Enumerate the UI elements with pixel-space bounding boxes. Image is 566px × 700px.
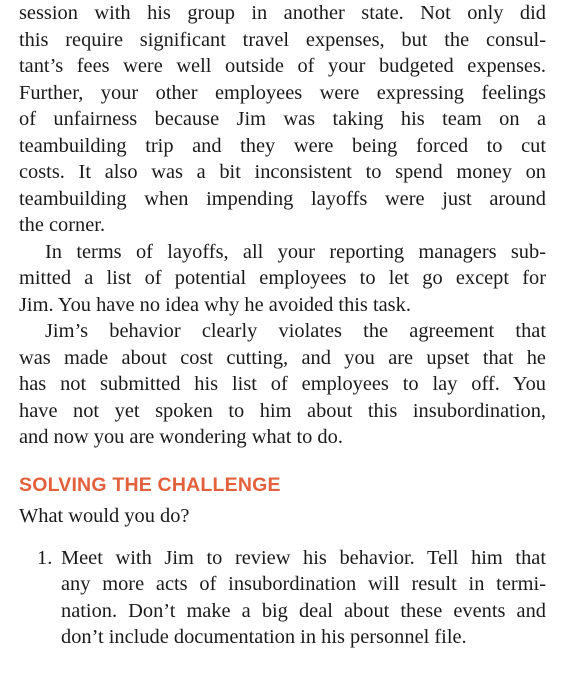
paragraph-line: this require significant travel expenses, but the consul-: [19, 28, 546, 51]
paragraph-line: teambuilding when impending layoffs were just around: [19, 187, 546, 210]
paragraph-line: costs. It also was a bit inconsistent to spend money on: [19, 161, 546, 183]
paragraph-1: [19, 0, 546, 239]
paragraph-line: Jim’s behavior clearly violates the agreement that: [45, 320, 546, 342]
paragraph-line: In terms of layoffs, all your reporting managers sub-: [45, 240, 546, 263]
paragraph-line: and now you are wondering what to do.: [19, 426, 343, 448]
paragraph-line: the corner.: [19, 214, 106, 236]
section-heading: SOLVING THE CHALLENGE: [19, 473, 281, 496]
paragraph-line: mitted a list of potential employees to let go except for: [19, 267, 546, 289]
paragraph-line: teambuilding trip and they were being forced to cut: [19, 134, 546, 157]
paragraph-line: Jim. You have no idea why he avoided this task.: [19, 293, 411, 316]
list-item-line: don’t include documentation in his personnel file.: [61, 626, 467, 648]
list-item-line: Meet with Jim to review his behavior. Tell him that: [61, 546, 546, 569]
list-item-line: nation. Don’t make a big deal about these events and: [61, 599, 546, 622]
paragraph-line: has not submitted his list of employees to lay off. You: [19, 373, 546, 395]
document-page: [19, 0, 546, 651]
section-prompt: What would you do?: [19, 504, 190, 527]
paragraph-line: of unfairness because Jim was taking his team on a: [19, 108, 546, 130]
paragraph-2: [19, 239, 546, 319]
paragraph-3: [19, 318, 546, 451]
list-item: [19, 545, 546, 651]
list-item-number: 1.: [37, 546, 53, 569]
paragraph-line: was made about cost cutting, and you are upset that he: [19, 346, 546, 369]
paragraph-line: session with his group in another state. Not only did: [19, 2, 546, 24]
list-item-body: [61, 545, 546, 651]
paragraph-line: Further, your other employees were expressing feelings: [19, 81, 546, 104]
list-item-line: any more acts of insubordination will result in termi-: [61, 573, 546, 595]
option-list: [19, 545, 546, 651]
paragraph-line: tant’s fees were well outside of your budgeted expenses.: [19, 55, 546, 77]
paragraph-line: have not yet spoken to him about this insubordination,: [19, 399, 546, 422]
